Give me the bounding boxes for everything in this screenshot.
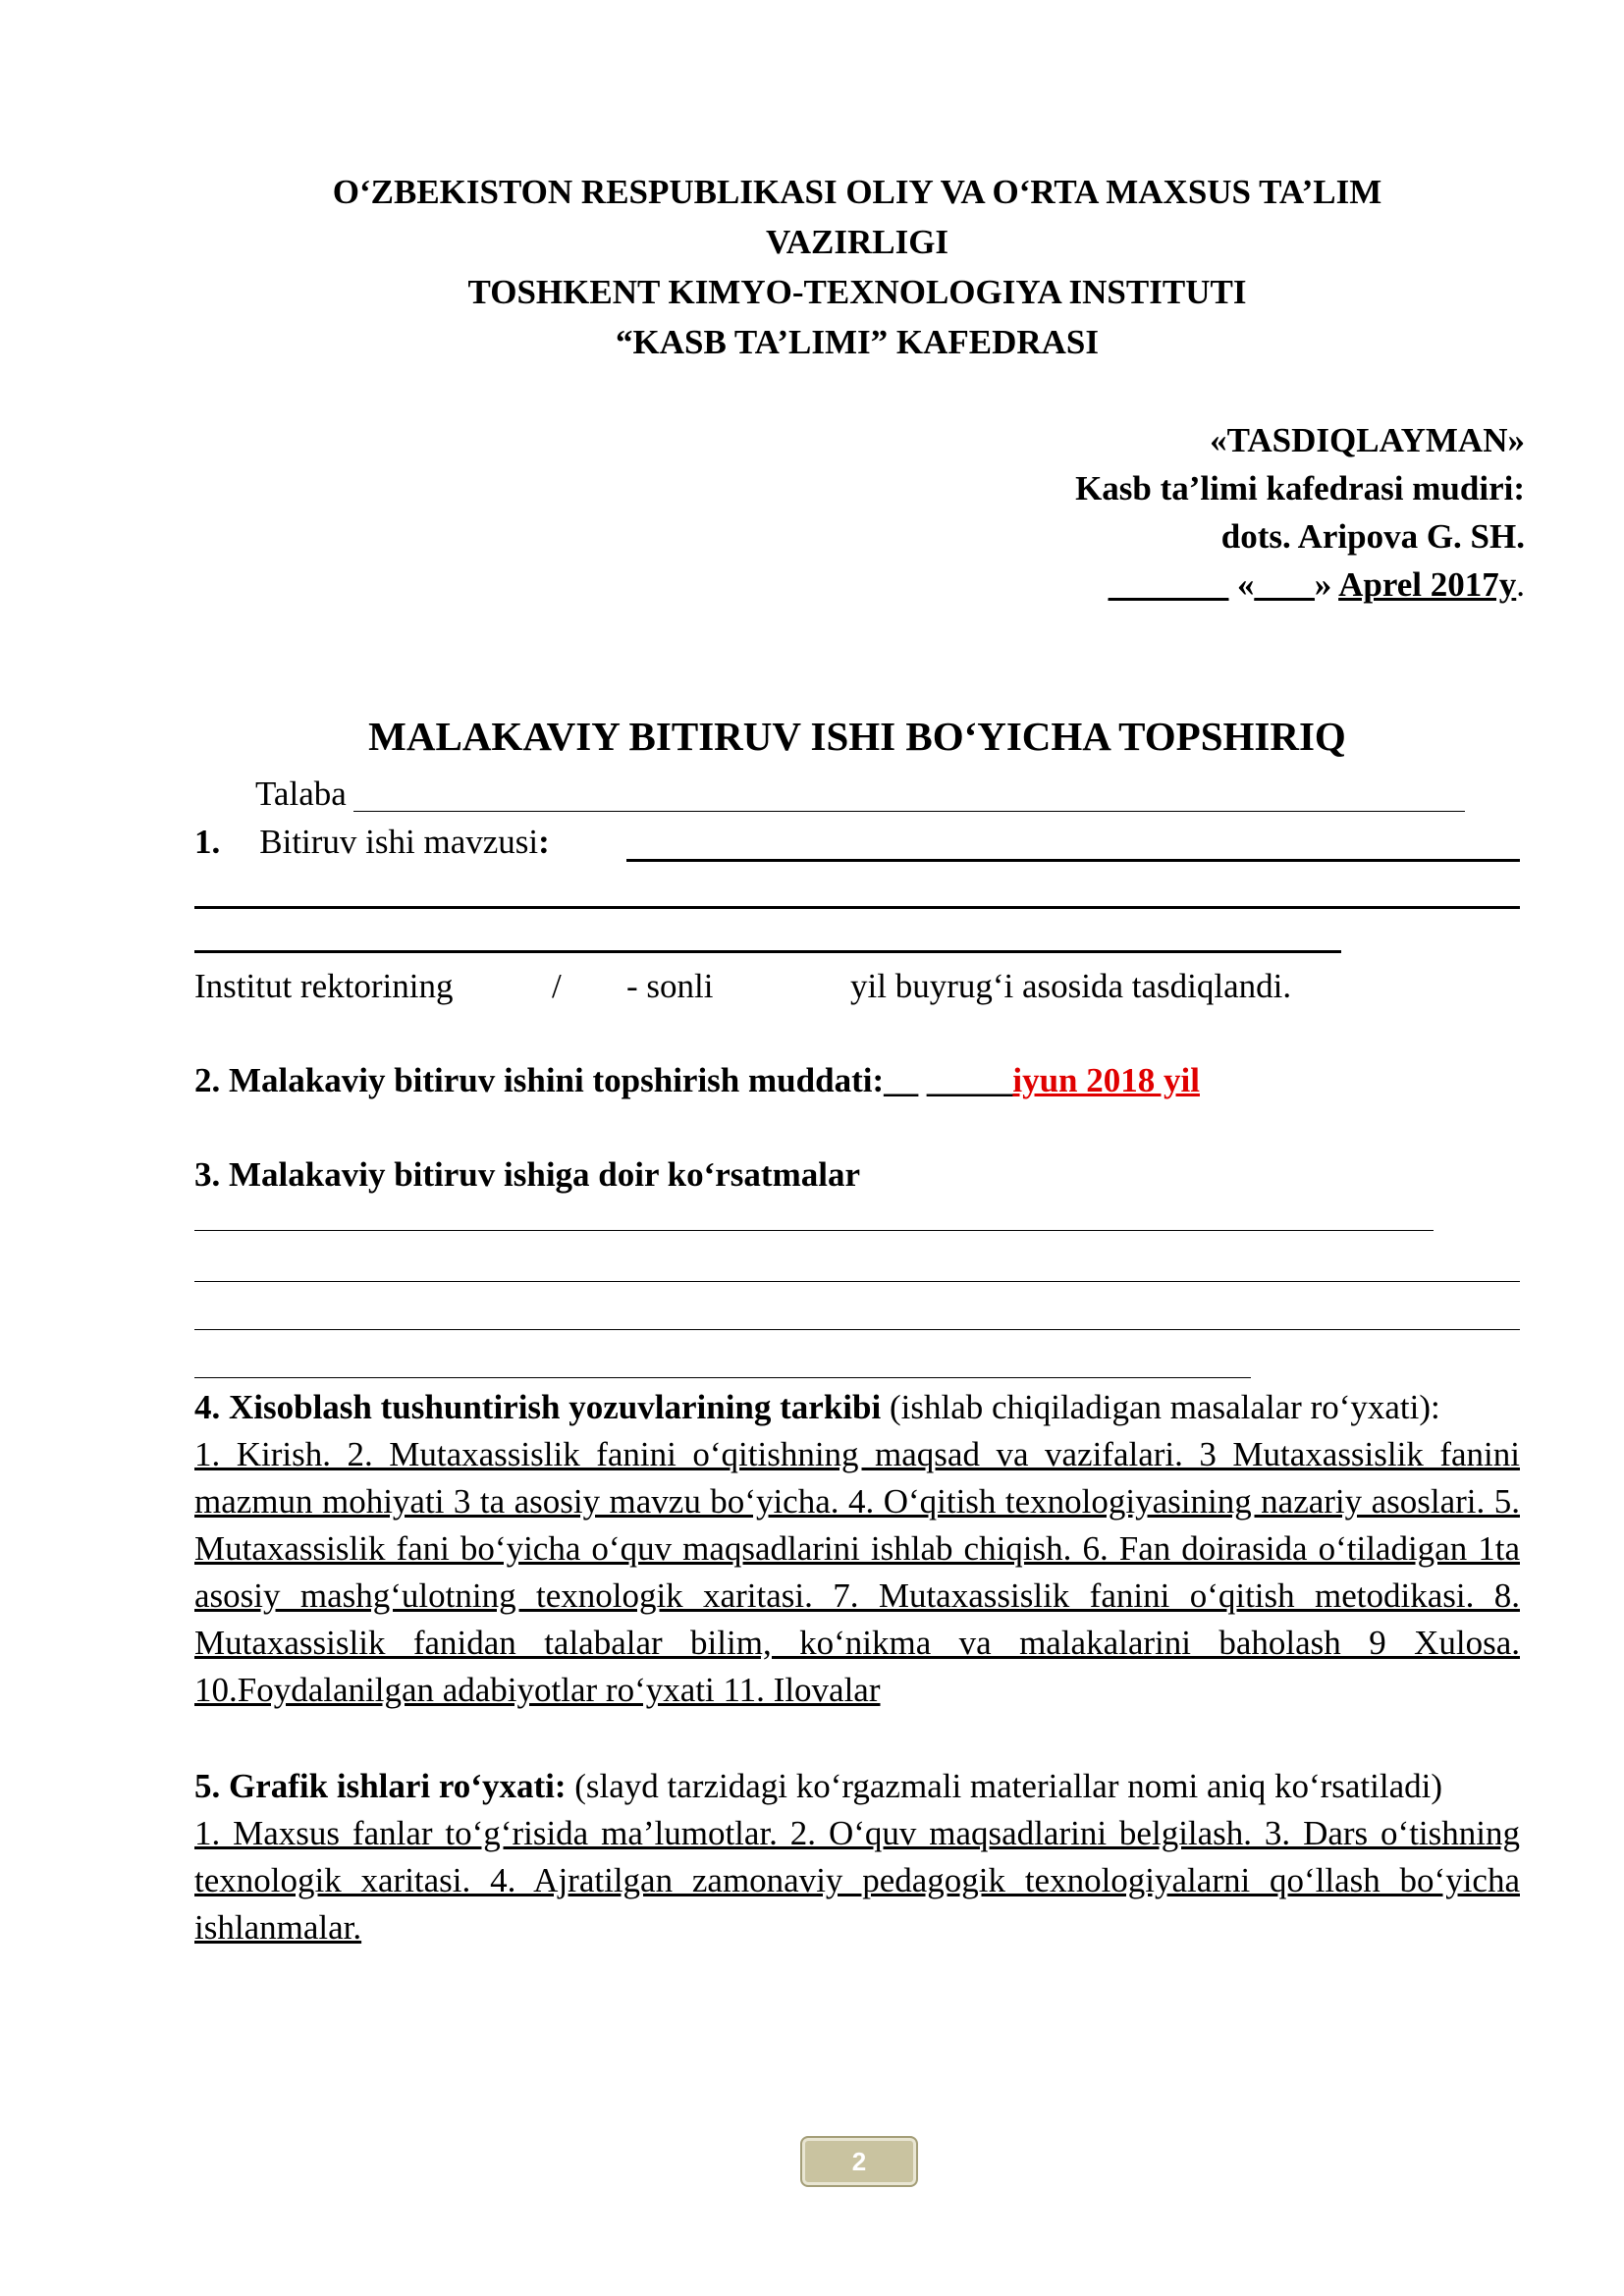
item2-blank: __ _____ — [884, 1061, 1013, 1099]
item5-content: 1. Maxsus fanlar to‘g‘risida ma’lumotlar. 2. O‘quv maqsadlarini belgilash. 3. Dars o‘tishning texnologik xaritasi. 4. Ajratilgan zamonaviy pedagogik texnologiyalarni qo‘llash bo‘yicha ishlanmalar. — [194, 1814, 1520, 1947]
topic-blank-3 — [194, 950, 1341, 953]
item5-note: (slayd tarzidagi ko‘rgazmali materiallar nomi aniq ko‘rsatiladi) — [566, 1767, 1442, 1805]
approval-date-day: _ __ — [1254, 565, 1315, 604]
header-line-4: “KASB TA’LIMI” KAFEDRASI — [615, 323, 1100, 361]
approval-title: «TASDIQLAYMAN» — [1210, 421, 1525, 459]
item4-content: 1. Kirish. 2. Mutaxassislik fanini o‘qitishning maqsad va vazifalari. 3 Mutaxassislik fanini mazmun mohiyati 3 ta asosiy mavzu bo‘yicha. 4. O‘qitish texnologiyasining nazariy asoslari. 5. Mutaxassislik fani bo‘yicha o‘quv maqsadlarini ishlab chiqish. 6. Fan doirasida o‘tiladigan 1ta asosiy mashg‘ulotning texnologik xaritasi. 7. Mutaxassislik fanini o‘qitish metodikasi. 8. Mutaxassislik fanidan talabalar bilim, ko‘nikma va malakalarini baholash 9 Xulosa. 10.Foydalanilgan adabiyotlar ro‘yxati 11. Ilovalar — [194, 1435, 1520, 1709]
item2-label: 2. Malakaviy bitiruv ishini topshirish muddati: — [194, 1061, 885, 1099]
item1-number: 1. — [194, 823, 221, 861]
approval-date — [1075, 561, 1525, 609]
item1-line — [194, 820, 550, 865]
instructions-blank-2 — [194, 1281, 1520, 1282]
student-label: Talaba — [255, 774, 347, 813]
item4-section — [194, 1384, 1520, 1714]
order-part-3: - sonli — [626, 967, 714, 1005]
instructions-blank-4 — [194, 1377, 1251, 1378]
approval-position: Kasb ta’limi kafedrasi mudiri: — [1075, 469, 1525, 507]
order-part-2: / — [552, 967, 562, 1005]
item2-line — [194, 1058, 1200, 1103]
approval-date-month-year: Aprel 2017y — [1338, 565, 1517, 604]
instructions-blank-3 — [194, 1329, 1520, 1330]
approval-date-close: » — [1314, 565, 1339, 604]
item4-label: 4. Xisoblash tushuntirish yozuvlarining tarkibi — [194, 1388, 882, 1426]
approval-date-end: . — [1516, 565, 1525, 604]
item5-section — [194, 1763, 1520, 1951]
approval-date-open: « — [1228, 565, 1255, 604]
ministry-header — [194, 167, 1520, 367]
document-title: MALAKAVIY BITIRUV ISHI BO‘YICHA TOPSHIRIQ — [368, 714, 1346, 759]
item5-label: 5. Grafik ishlari ro‘yxati: — [194, 1767, 567, 1805]
item1-label: Bitiruv ishi mavzusi — [259, 823, 539, 861]
topic-blank-1 — [626, 859, 1520, 862]
item2-deadline: iyun 2018 yil — [1012, 1061, 1200, 1099]
approval-date-blank: _______ — [1108, 565, 1229, 604]
approval-name: dots. Aripova G. SH. — [1220, 517, 1525, 556]
item1-colon: : — [538, 823, 550, 861]
item4-note: (ishlab chiqiladigan masalalar ro‘yxati): — [881, 1388, 1440, 1426]
student-name-blank — [353, 811, 1465, 812]
header-line-2: VAZIRLIGI — [765, 223, 949, 261]
header-line-1: O‘ZBEKISTON RESPUBLIKASI OLIY VA O‘RTA MAXSUS TA’LIM — [332, 173, 1382, 211]
header-line-3: TOSHKENT KIMYO-TEXNOLOGIYA INSTITUTI — [467, 273, 1247, 311]
order-part-1: Institut rektorining — [194, 967, 454, 1005]
page-number-badge: 2 — [800, 2136, 918, 2187]
item3-label: 3. Malakaviy bitiruv ishiga doir ko‘rsatmalar — [194, 1155, 860, 1194]
instructions-blank-1 — [194, 1230, 1434, 1231]
approval-block — [1075, 416, 1525, 609]
topic-blank-2 — [194, 906, 1520, 909]
order-part-4: yil buyrug‘i asosida tasdiqlandi. — [850, 967, 1292, 1005]
